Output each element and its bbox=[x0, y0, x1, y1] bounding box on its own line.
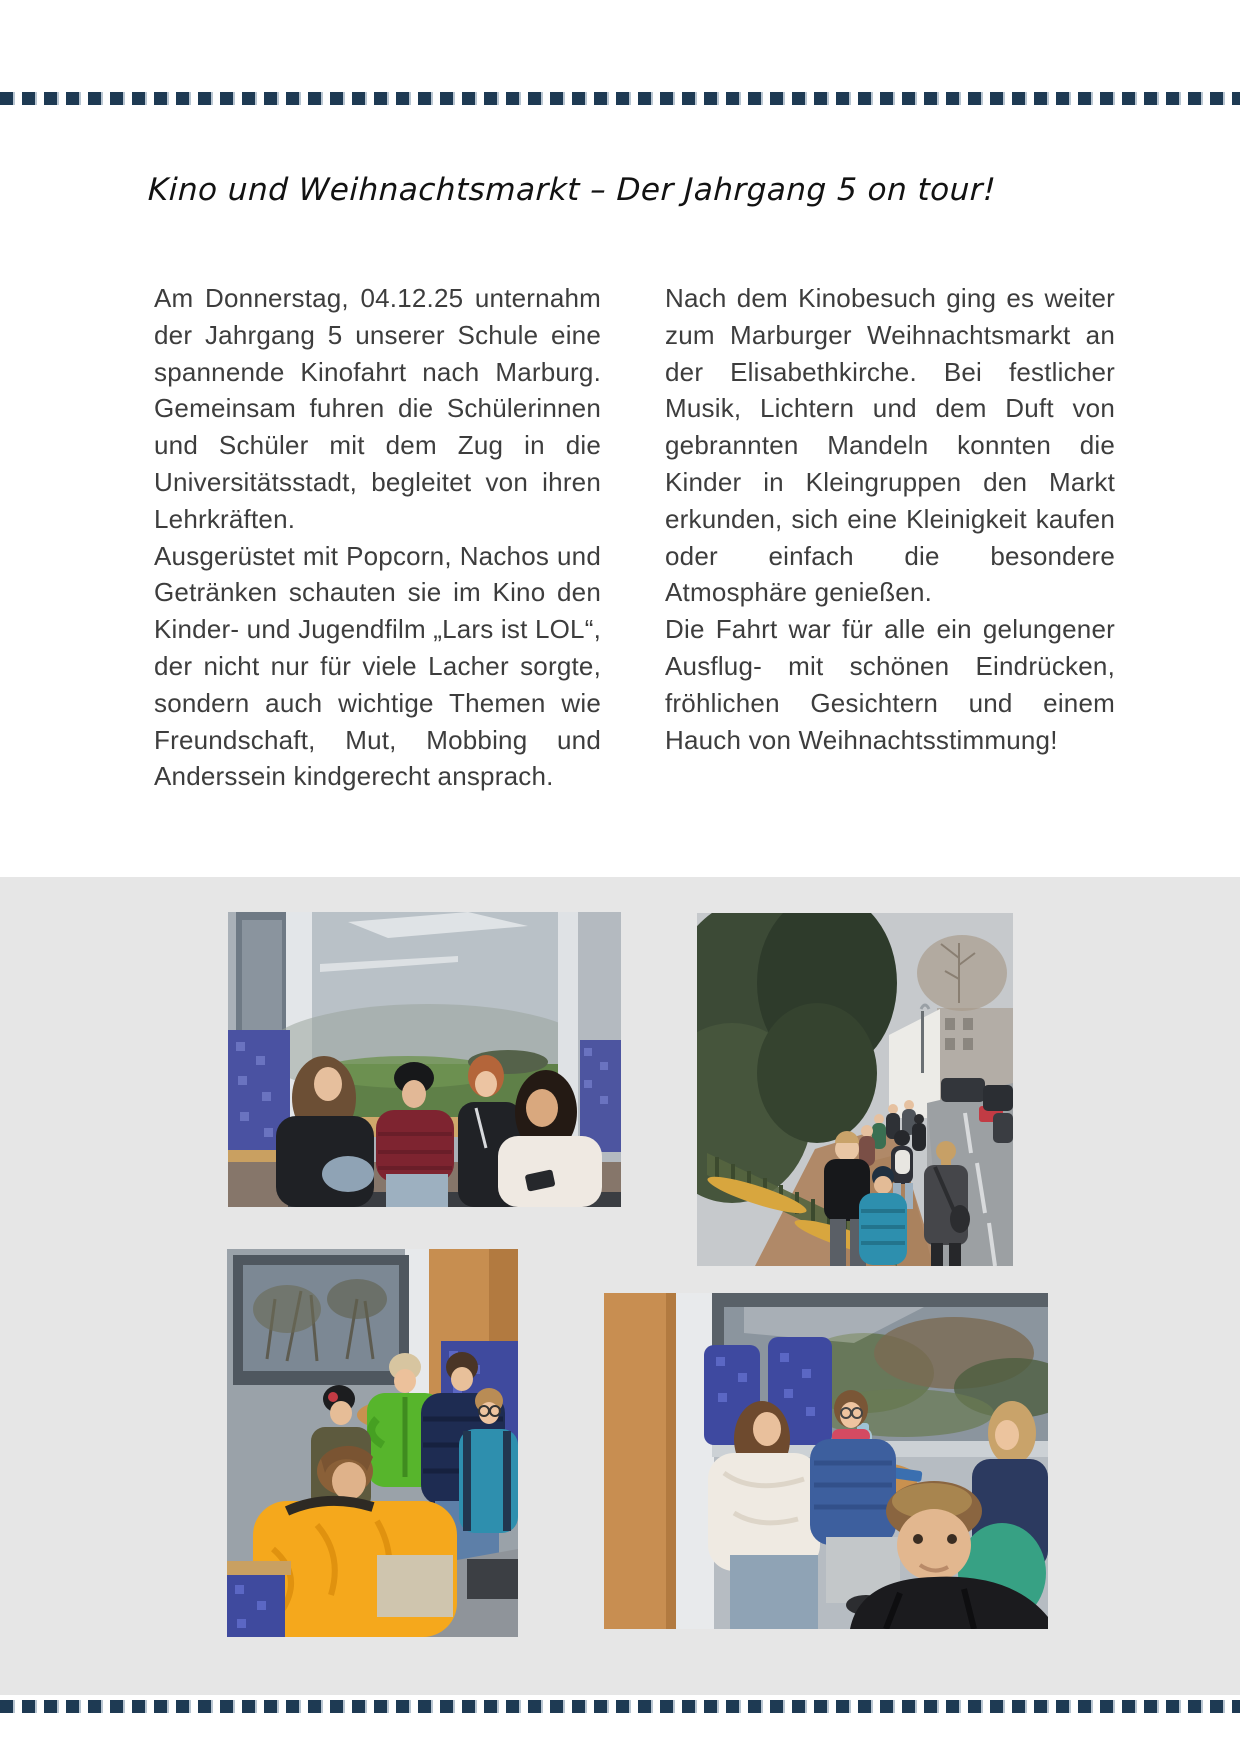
photo-train-girls bbox=[228, 912, 621, 1207]
article-column-right bbox=[665, 280, 1115, 758]
photo-illustration bbox=[604, 1293, 1048, 1629]
photo-illustration bbox=[697, 913, 1013, 1266]
paragraph: Die Fahrt war für alle ein gelungener Ausflug- mit schönen Eindrücken, fröhlichen Gesichtern und einem Hauch von Weihnachtsstimmung! bbox=[665, 614, 1115, 755]
photo-train-boys bbox=[227, 1249, 518, 1637]
page-title: Kino und Weihnachtsmarkt – Der Jahrgang 5 on tour! bbox=[147, 172, 997, 208]
paragraph: Am Donnerstag, 04.12.25 unternahm der Jahrgang 5 unserer Schule eine spannende Kinofahrt nach Marburg. Gemeinsam fuhren die Schülerinnen und Schüler mit dem Zug in die Universitätsstadt, begleitet von ihren Lehrkräften. bbox=[154, 283, 601, 534]
photo-train-table bbox=[604, 1293, 1048, 1629]
photo-illustration bbox=[228, 912, 621, 1207]
paragraph: Nach dem Kinobesuch ging es weiter zum Marburger Weihnachtsmarkt an der Elisabethkirche. Bei festlicher Musik, Lichtern und dem Duft von gebrannten Mandeln konnten die Kinder in Kleingruppen den Markt erkunden, sich eine Kleinigkeit kaufen oder einfach die besondere Atmosphäre genießen. bbox=[665, 283, 1115, 608]
photo-illustration bbox=[227, 1249, 518, 1637]
bottom-dashed-border bbox=[0, 1700, 1240, 1713]
photo-street-walk bbox=[697, 913, 1013, 1266]
paragraph: Ausgerüstet mit Popcorn, Nachos und Getränken schauten sie im Kino den Kinder- und Jugendfilm „Lars ist LOL“, der nicht nur für viele Lacher sorgte, sondern auch wichtige Themen wie Freundschaft, Mut, Mobbing und Anderssein kindgerecht ansprach. bbox=[154, 540, 601, 792]
top-dashed-border bbox=[0, 92, 1240, 105]
article-column-left bbox=[154, 280, 601, 795]
